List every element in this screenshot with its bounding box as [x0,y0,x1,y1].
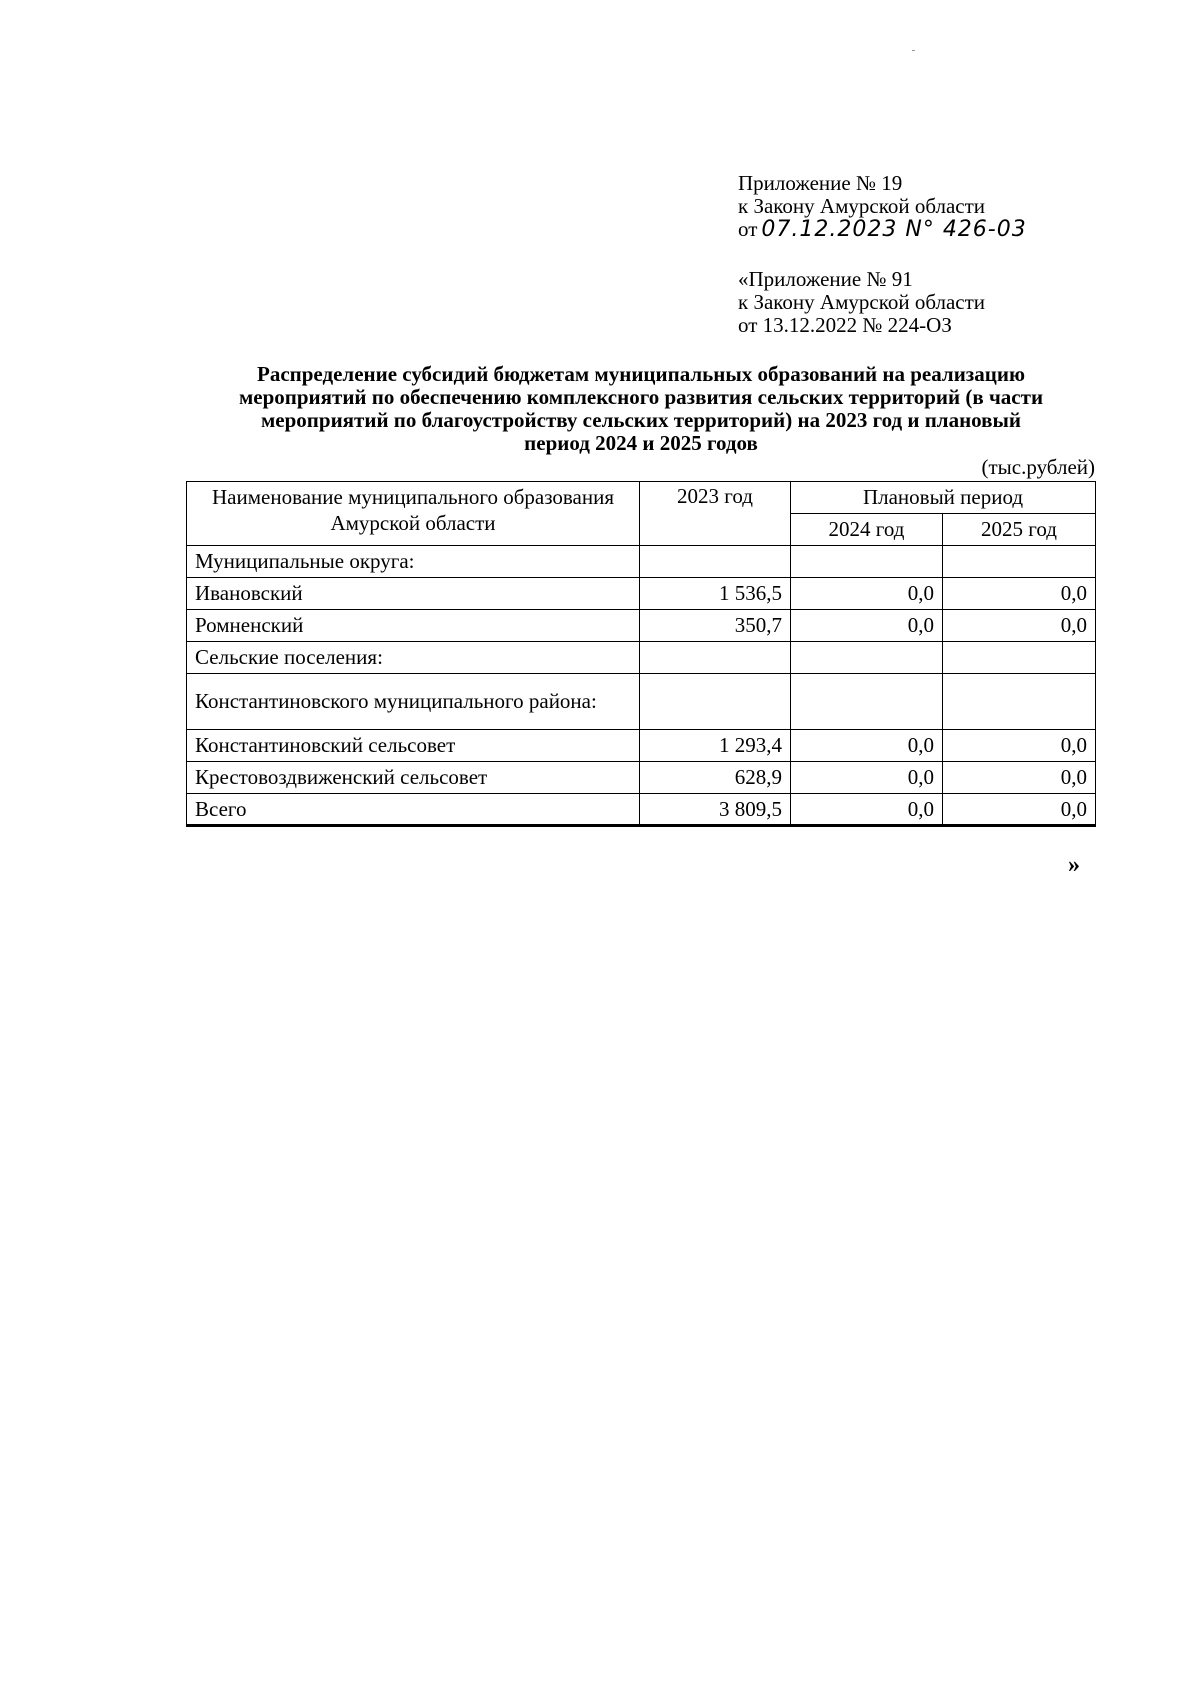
table-row-total [187,794,1096,826]
scan-speck [912,50,915,51]
row-value-2023: 1 293,4 [640,730,791,762]
annex-amended-number: «Приложение № 91 [738,267,913,291]
row-name: Муниципальные округа: [187,546,640,578]
title-line: Распределение субсидий бюджетам муниципальных образований на реализацию [257,362,1025,386]
annex-current-number: Приложение № 19 [738,171,903,195]
row-value-2025: 0,0 [943,730,1096,762]
row-value-2024: 0,0 [791,794,943,826]
annex-amended-date: от 13.12.2022 № 224-ОЗ [738,313,952,337]
row-name: Константиновского муниципального района: [187,674,640,730]
header-2023: 2023 год [640,482,791,546]
row-value-2024: 0,0 [791,578,943,610]
row-name: Ивановский [187,578,640,610]
row-value-2024: 0,0 [791,762,943,794]
annex-current-date [738,218,1138,241]
annex-current-law: к Закону Амурской области [738,194,986,218]
row-value-2025: 0,0 [943,610,1096,642]
row-name: Константиновский сельсовет [187,730,640,762]
table-row [187,674,1096,730]
row-name: Сельские поселения: [187,642,640,674]
row-value-2023 [640,546,791,578]
title-line: мероприятий по благоустройству сельских территорий) на 2023 год и плановый [261,408,1021,432]
row-value-2023: 350,7 [640,610,791,642]
table-row [187,762,1096,794]
table-row [187,610,1096,642]
header-2025: 2025 год [943,514,1096,546]
row-value-2024: 0,0 [791,730,943,762]
row-value-2024 [791,642,943,674]
annex-current-block [738,172,1138,241]
table-row [187,642,1096,674]
row-value-2024 [791,546,943,578]
row-value-2024 [791,674,943,730]
row-value-2025: 0,0 [943,762,1096,794]
row-name: Всего [187,794,640,826]
row-value-2025: 0,0 [943,794,1096,826]
table-row [187,546,1096,578]
header-name: Наименование муниципального образования Амурской области [187,482,640,546]
row-value-2025: 0,0 [943,578,1096,610]
title-line: мероприятий по обеспечению комплексного развития сельских территорий (в части [238,385,1044,409]
annex-amended-law: к Закону Амурской области [738,290,986,314]
annex-current-date-prefix: от [738,217,758,241]
row-value-2023 [640,642,791,674]
row-value-2025 [943,674,1096,730]
row-value-2025 [943,642,1096,674]
header-2024: 2024 год [791,514,943,546]
row-value-2024: 0,0 [791,610,943,642]
annex-amended-block [738,268,1138,337]
subsidy-table [186,481,1096,827]
row-value-2023: 3 809,5 [640,794,791,826]
table-row [187,730,1096,762]
document-title [186,363,1096,455]
title-line: период 2024 и 2025 годов [524,431,758,455]
row-value-2025 [943,546,1096,578]
units-label: (тыс.рублей) [981,455,1095,479]
row-value-2023: 1 536,5 [640,578,791,610]
closing-quote: » [1068,852,1080,878]
header-planned-period: Плановый период [791,482,1096,514]
row-name: Крестовоздвиженский сельсовет [187,762,640,794]
handwritten-date-number: 07.12.2023 N° 426-03 [761,217,1027,242]
row-value-2023: 628,9 [640,762,791,794]
row-name: Ромненский [187,610,640,642]
row-value-2023 [640,674,791,730]
table-row [187,578,1096,610]
